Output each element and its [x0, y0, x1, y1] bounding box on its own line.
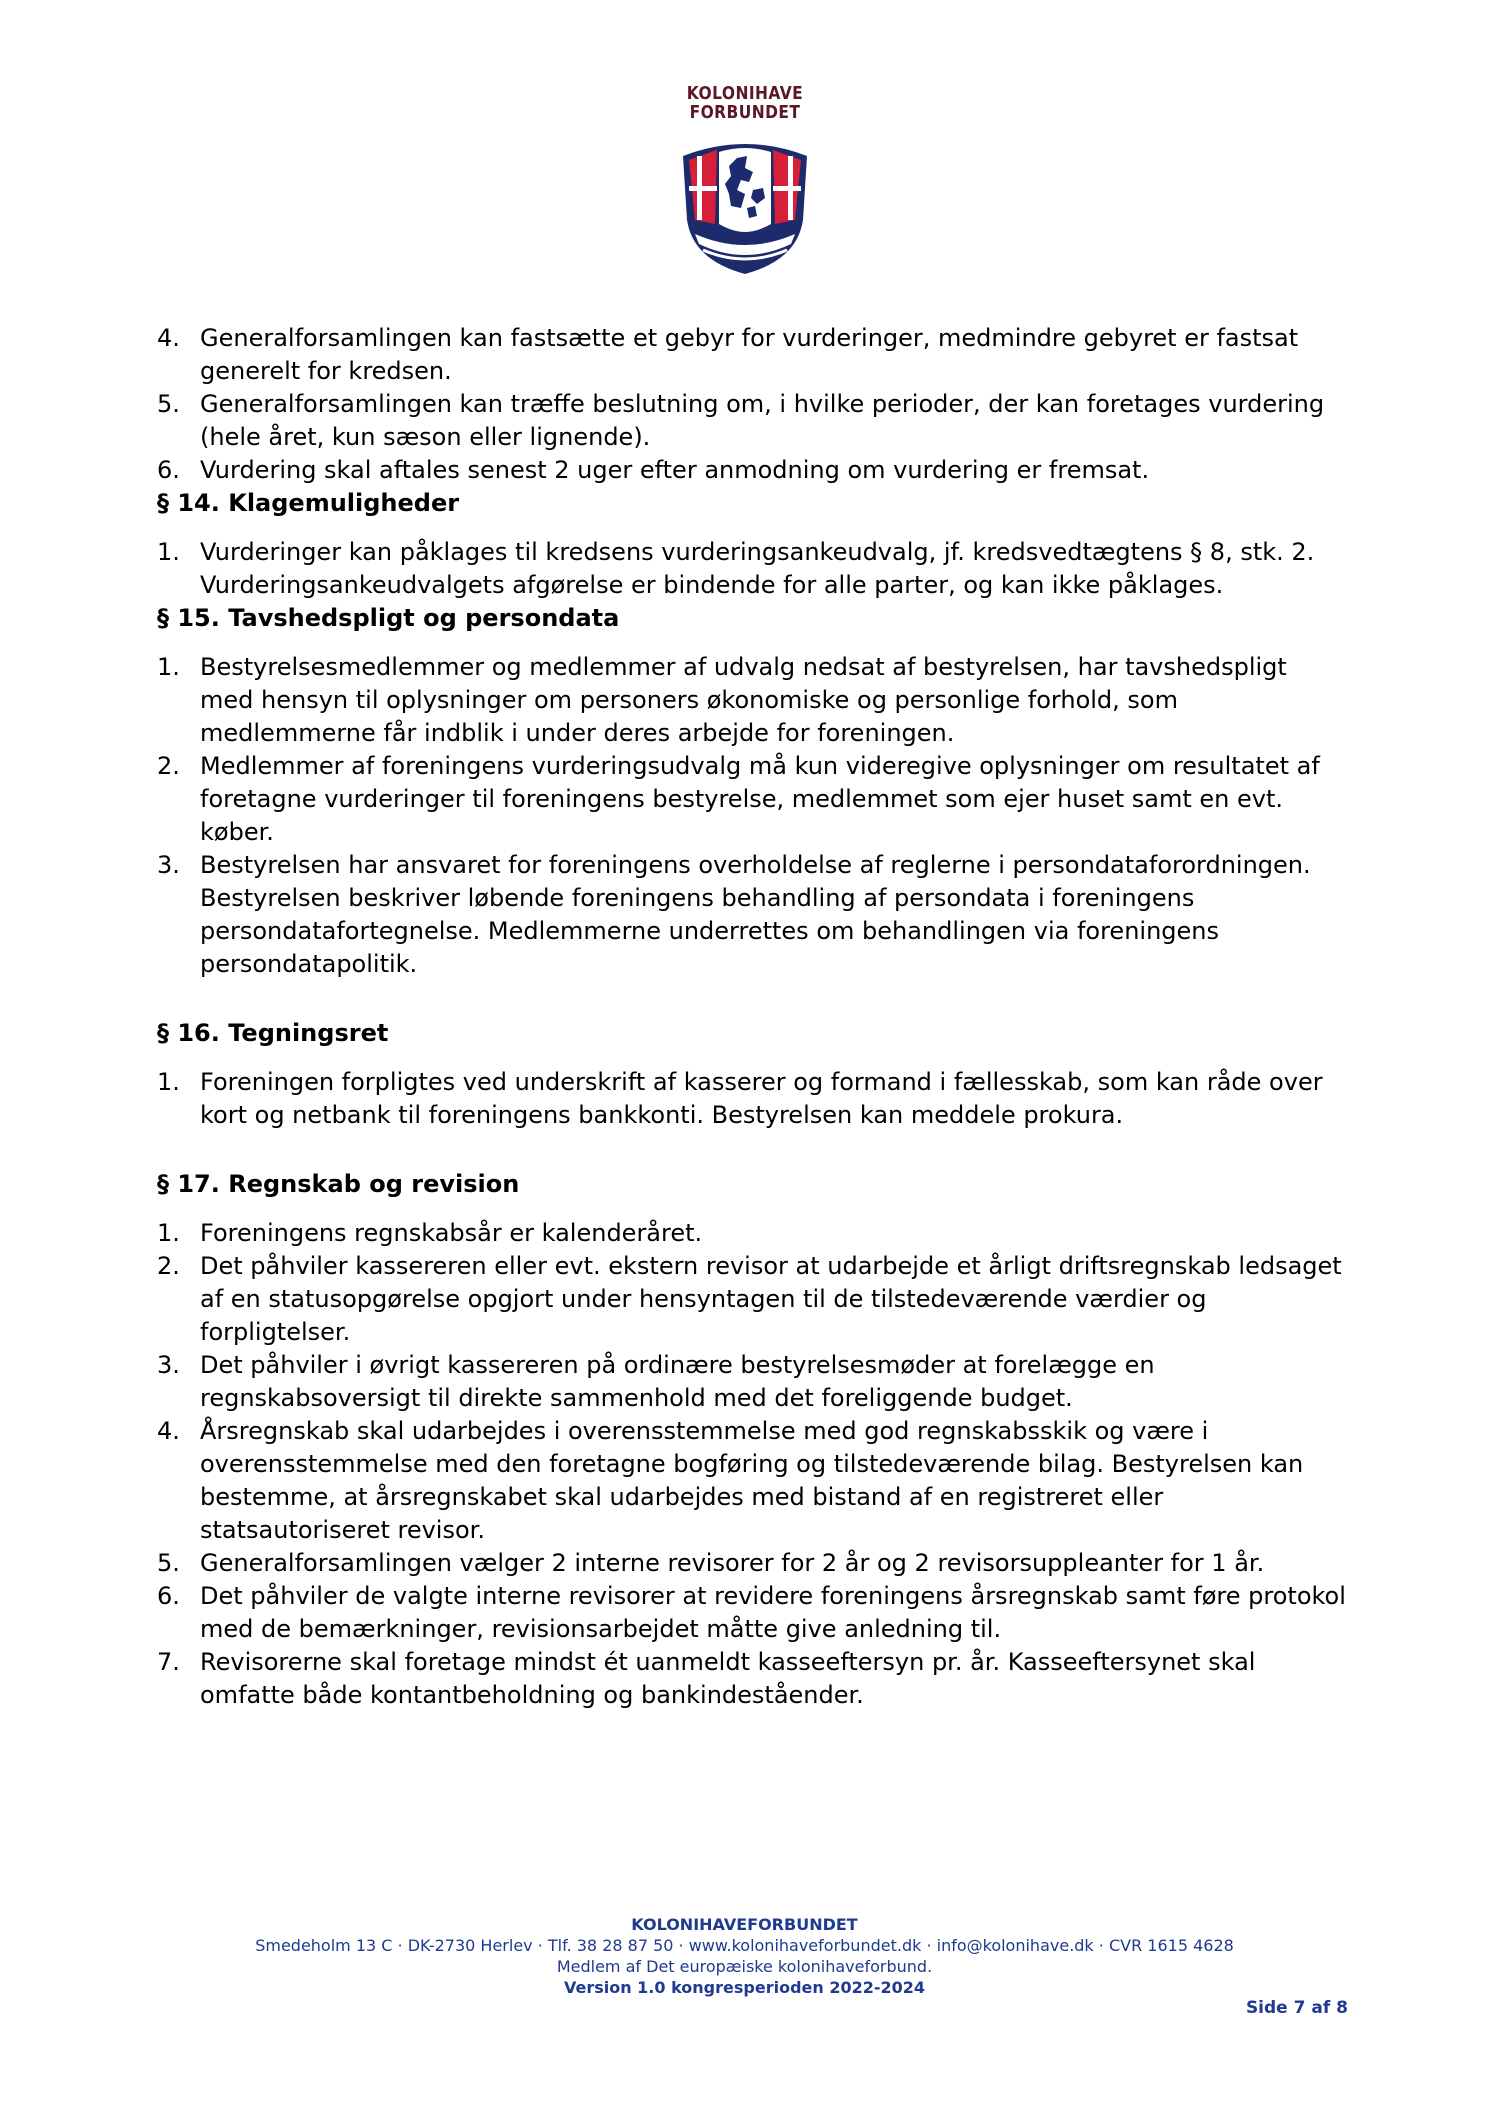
list-number: 5.	[157, 390, 180, 418]
section-list	[157, 536, 1347, 602]
list-number: 7.	[157, 1648, 180, 1676]
list-item	[157, 1250, 1347, 1349]
denmark-map-crest-icon	[675, 128, 815, 278]
footer-membership: Medlem af Det europæiske kolonihaveforbund.	[556, 1957, 933, 1976]
list-text: Det påhviler de valgte interne revisorer at revidere foreningens årsregnskab samt føre protokol med de bemærkninger, revisionsarbejdet måtte give anledning til.	[200, 1582, 1346, 1643]
list-item	[157, 1349, 1347, 1415]
section-heading: § 16. Tegningsret	[157, 1019, 389, 1047]
list-number: 3.	[157, 851, 180, 879]
section-heading: § 14. Klagemuligheder	[157, 489, 460, 517]
list-number: 5.	[157, 1549, 180, 1577]
list-item	[157, 1580, 1347, 1646]
section-heading: § 17. Regnskab og revision	[157, 1170, 520, 1198]
list-number: 1.	[157, 538, 180, 566]
list-text: Foreningens regnskabsår er kalenderåret.	[200, 1219, 703, 1247]
list-number: 3.	[157, 1351, 180, 1379]
footer	[0, 1914, 1489, 1998]
list-number: 1.	[157, 653, 180, 681]
list-item	[157, 1415, 1347, 1547]
list-item	[157, 322, 1347, 388]
list-item	[157, 1066, 1347, 1132]
list-text: Vurderinger kan påklages til kredsens vurderingsankeudvalg, jf. kredsvedtægtens § 8, stk. 2. Vurderingsankeudvalgets afgørelse er bindende for alle parter, og kan ikke påklages.	[200, 538, 1315, 599]
list-item	[157, 849, 1347, 981]
list-item	[157, 1547, 1347, 1580]
list-text: Bestyrelsen har ansvaret for foreningens overholdelse af reglerne i persondataforordningen. Bestyrelsen beskriver løbende foreningens behandling af persondata i foreningens persondatafortegnelse. Medlemmerne underrettes om behandlingen via foreningens persondatapolitik.	[200, 851, 1311, 978]
list-text: Bestyrelsesmedlemmer og medlemmer af udvalg nedsat af bestyrelsen, har tavshedspligt med hensyn til oplysninger om personers økonomiske og personlige forhold, som medlemmerne får indblik i under deres arbejde for foreningen.	[200, 653, 1287, 747]
list-text: Medlemmer af foreningens vurderingsudvalg må kun videregive oplysninger om resultatet af foretagne vurderinger til foreningens bestyrelse, medlemmet som ejer huset samt en evt. køber.	[200, 752, 1320, 846]
list-text: Årsregnskab skal udarbejdes i overensstemmelse med god regnskabsskik og være i overensstemmelse med den foretagne bogføring og tilstedeværende bilag. Bestyrelsen kan bestemme, at årsregnskabet skal udarbejdes med bistand af en registreret eller statsautoriseret revisor.	[200, 1417, 1304, 1544]
list-text: Foreningen forpligtes ved underskrift af kasserer og formand i fællesskab, som kan råde over kort og netbank til foreningens bankkonti. Bestyrelsen kan meddele prokura.	[200, 1068, 1323, 1129]
section-list	[157, 1217, 1347, 1712]
section-list	[157, 1066, 1347, 1132]
footer-address: Smedeholm 13 C · DK-2730 Herlev · Tlf. 38 28 87 50 · www.kolonihaveforbundet.dk · info@kolonihave.dk · CVR 1615 4628	[255, 1936, 1234, 1955]
list-number: 2.	[157, 1252, 180, 1280]
page-number: Side 7 af 8	[1245, 1998, 1348, 2018]
logo-line-1: KOLONIHAVE	[686, 83, 804, 104]
list-item	[157, 750, 1347, 849]
list-text: Revisorerne skal foretage mindst ét uanmeldt kasseeftersyn pr. år. Kasseeftersynet skal omfatte både kontantbeholdning og bankindeståender.	[200, 1648, 1256, 1709]
list-text: Det påhviler kassereren eller evt. ekstern revisor at udarbejde et årligt driftsregnskab ledsaget af en statusopgørelse opgjort under hensyntagen til de tilstedeværende værdier og forpligtelser.	[200, 1252, 1342, 1346]
footer-version: Version 1.0 kongresperioden 2022-2024	[563, 1978, 926, 1997]
list-number: 1.	[157, 1068, 180, 1096]
logo-line-2: FORBUNDET	[689, 102, 801, 123]
list-item	[157, 454, 1347, 487]
section-heading: § 15. Tavshedspligt og persondata	[157, 604, 620, 632]
list-item	[157, 388, 1347, 454]
list-text: Vurdering skal aftales senest 2 uger efter anmodning om vurdering er fremsat.	[200, 456, 1150, 484]
list-item	[157, 1646, 1347, 1712]
footer-title: KOLONIHAVEFORBUNDET	[631, 1915, 858, 1934]
list-item	[157, 651, 1347, 750]
list-text: Det påhviler i øvrigt kassereren på ordinære bestyrelsesmøder at forelægge en regnskabsoversigt til direkte sammenhold med det foreliggende budget.	[200, 1351, 1155, 1412]
list-number: 4.	[157, 324, 180, 352]
section-list	[157, 651, 1347, 981]
logo	[674, 84, 816, 278]
list-number: 2.	[157, 752, 180, 780]
intro-list	[157, 322, 1347, 487]
list-number: 1.	[157, 1219, 180, 1247]
document-body	[157, 322, 1347, 1712]
list-text: Generalforsamlingen kan fastsætte et gebyr for vurderinger, medmindre gebyret er fastsat generelt for kredsen.	[200, 324, 1299, 385]
list-text: Generalforsamlingen kan træffe beslutning om, i hvilke perioder, der kan foretages vurdering (hele året, kun sæson eller lignende).	[200, 390, 1325, 451]
list-text: Generalforsamlingen vælger 2 interne revisorer for 2 år og 2 revisorsuppleanter for 1 år.	[200, 1549, 1265, 1577]
list-number: 6.	[157, 456, 180, 484]
list-number: 4.	[157, 1417, 180, 1445]
list-number: 6.	[157, 1582, 180, 1610]
list-item	[157, 1217, 1347, 1250]
list-item	[157, 536, 1347, 602]
